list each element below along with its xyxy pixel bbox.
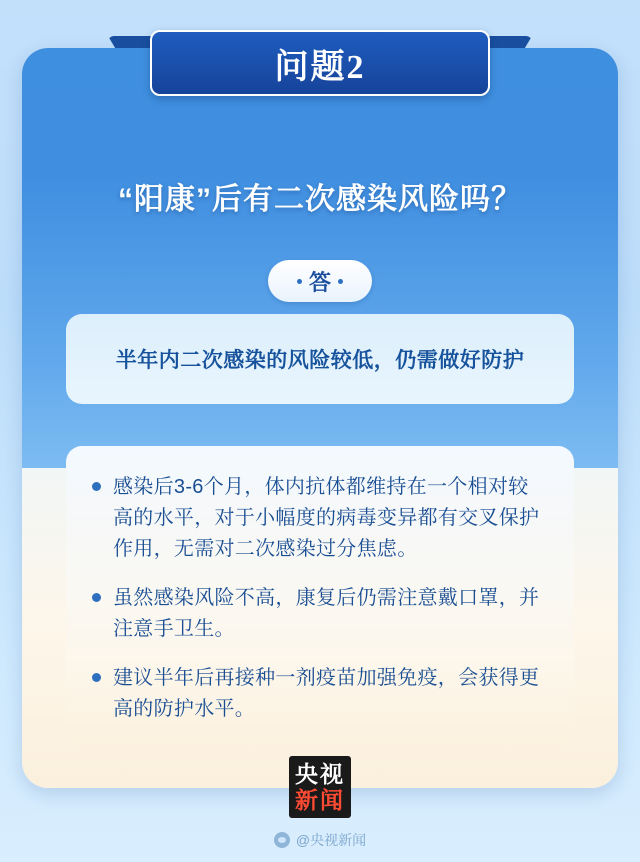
dot-left-icon bbox=[297, 279, 302, 284]
answer-label-text: 答 bbox=[308, 269, 331, 295]
title-banner bbox=[150, 30, 490, 96]
question-heading: “阳康”后有二次感染风险吗？ bbox=[118, 183, 522, 216]
banner-title: 问题2 bbox=[274, 48, 366, 86]
credit-text: @央视新闻 bbox=[295, 832, 367, 848]
card-blue-header-background bbox=[22, 48, 618, 468]
bullet-icon bbox=[92, 593, 101, 602]
list-item bbox=[92, 472, 548, 565]
answer-label-pill bbox=[268, 260, 372, 302]
point-text: 建议半年后再接种一剂疫苗加强免疫，会获得更高的防护水平。 bbox=[113, 667, 540, 720]
answer-text: 半年内二次感染的风险较低，仍需做好防护 bbox=[115, 349, 525, 372]
weibo-icon bbox=[274, 832, 290, 848]
bullet-icon bbox=[92, 673, 101, 682]
weibo-credit bbox=[0, 830, 640, 850]
list-item bbox=[92, 583, 548, 645]
answer-box bbox=[66, 314, 574, 404]
content-card bbox=[22, 48, 618, 788]
list-item bbox=[92, 663, 548, 725]
points-panel bbox=[66, 446, 574, 749]
dot-right-icon bbox=[338, 279, 343, 284]
bullet-icon bbox=[92, 482, 101, 491]
cctv-news-logo bbox=[289, 756, 351, 818]
point-text: 虽然感染风险不高，康复后仍需注意戴口罩，并注意手卫生。 bbox=[113, 587, 540, 640]
point-text: 感染后3-6个月，体内抗体都维持在一个相对较高的水平，对于小幅度的病毒变异都有交叉保护作用，无需对二次感染过分焦虑。 bbox=[113, 476, 540, 560]
logo-line-2: 新闻 bbox=[295, 787, 345, 813]
logo-line-1: 央视 bbox=[295, 761, 345, 787]
